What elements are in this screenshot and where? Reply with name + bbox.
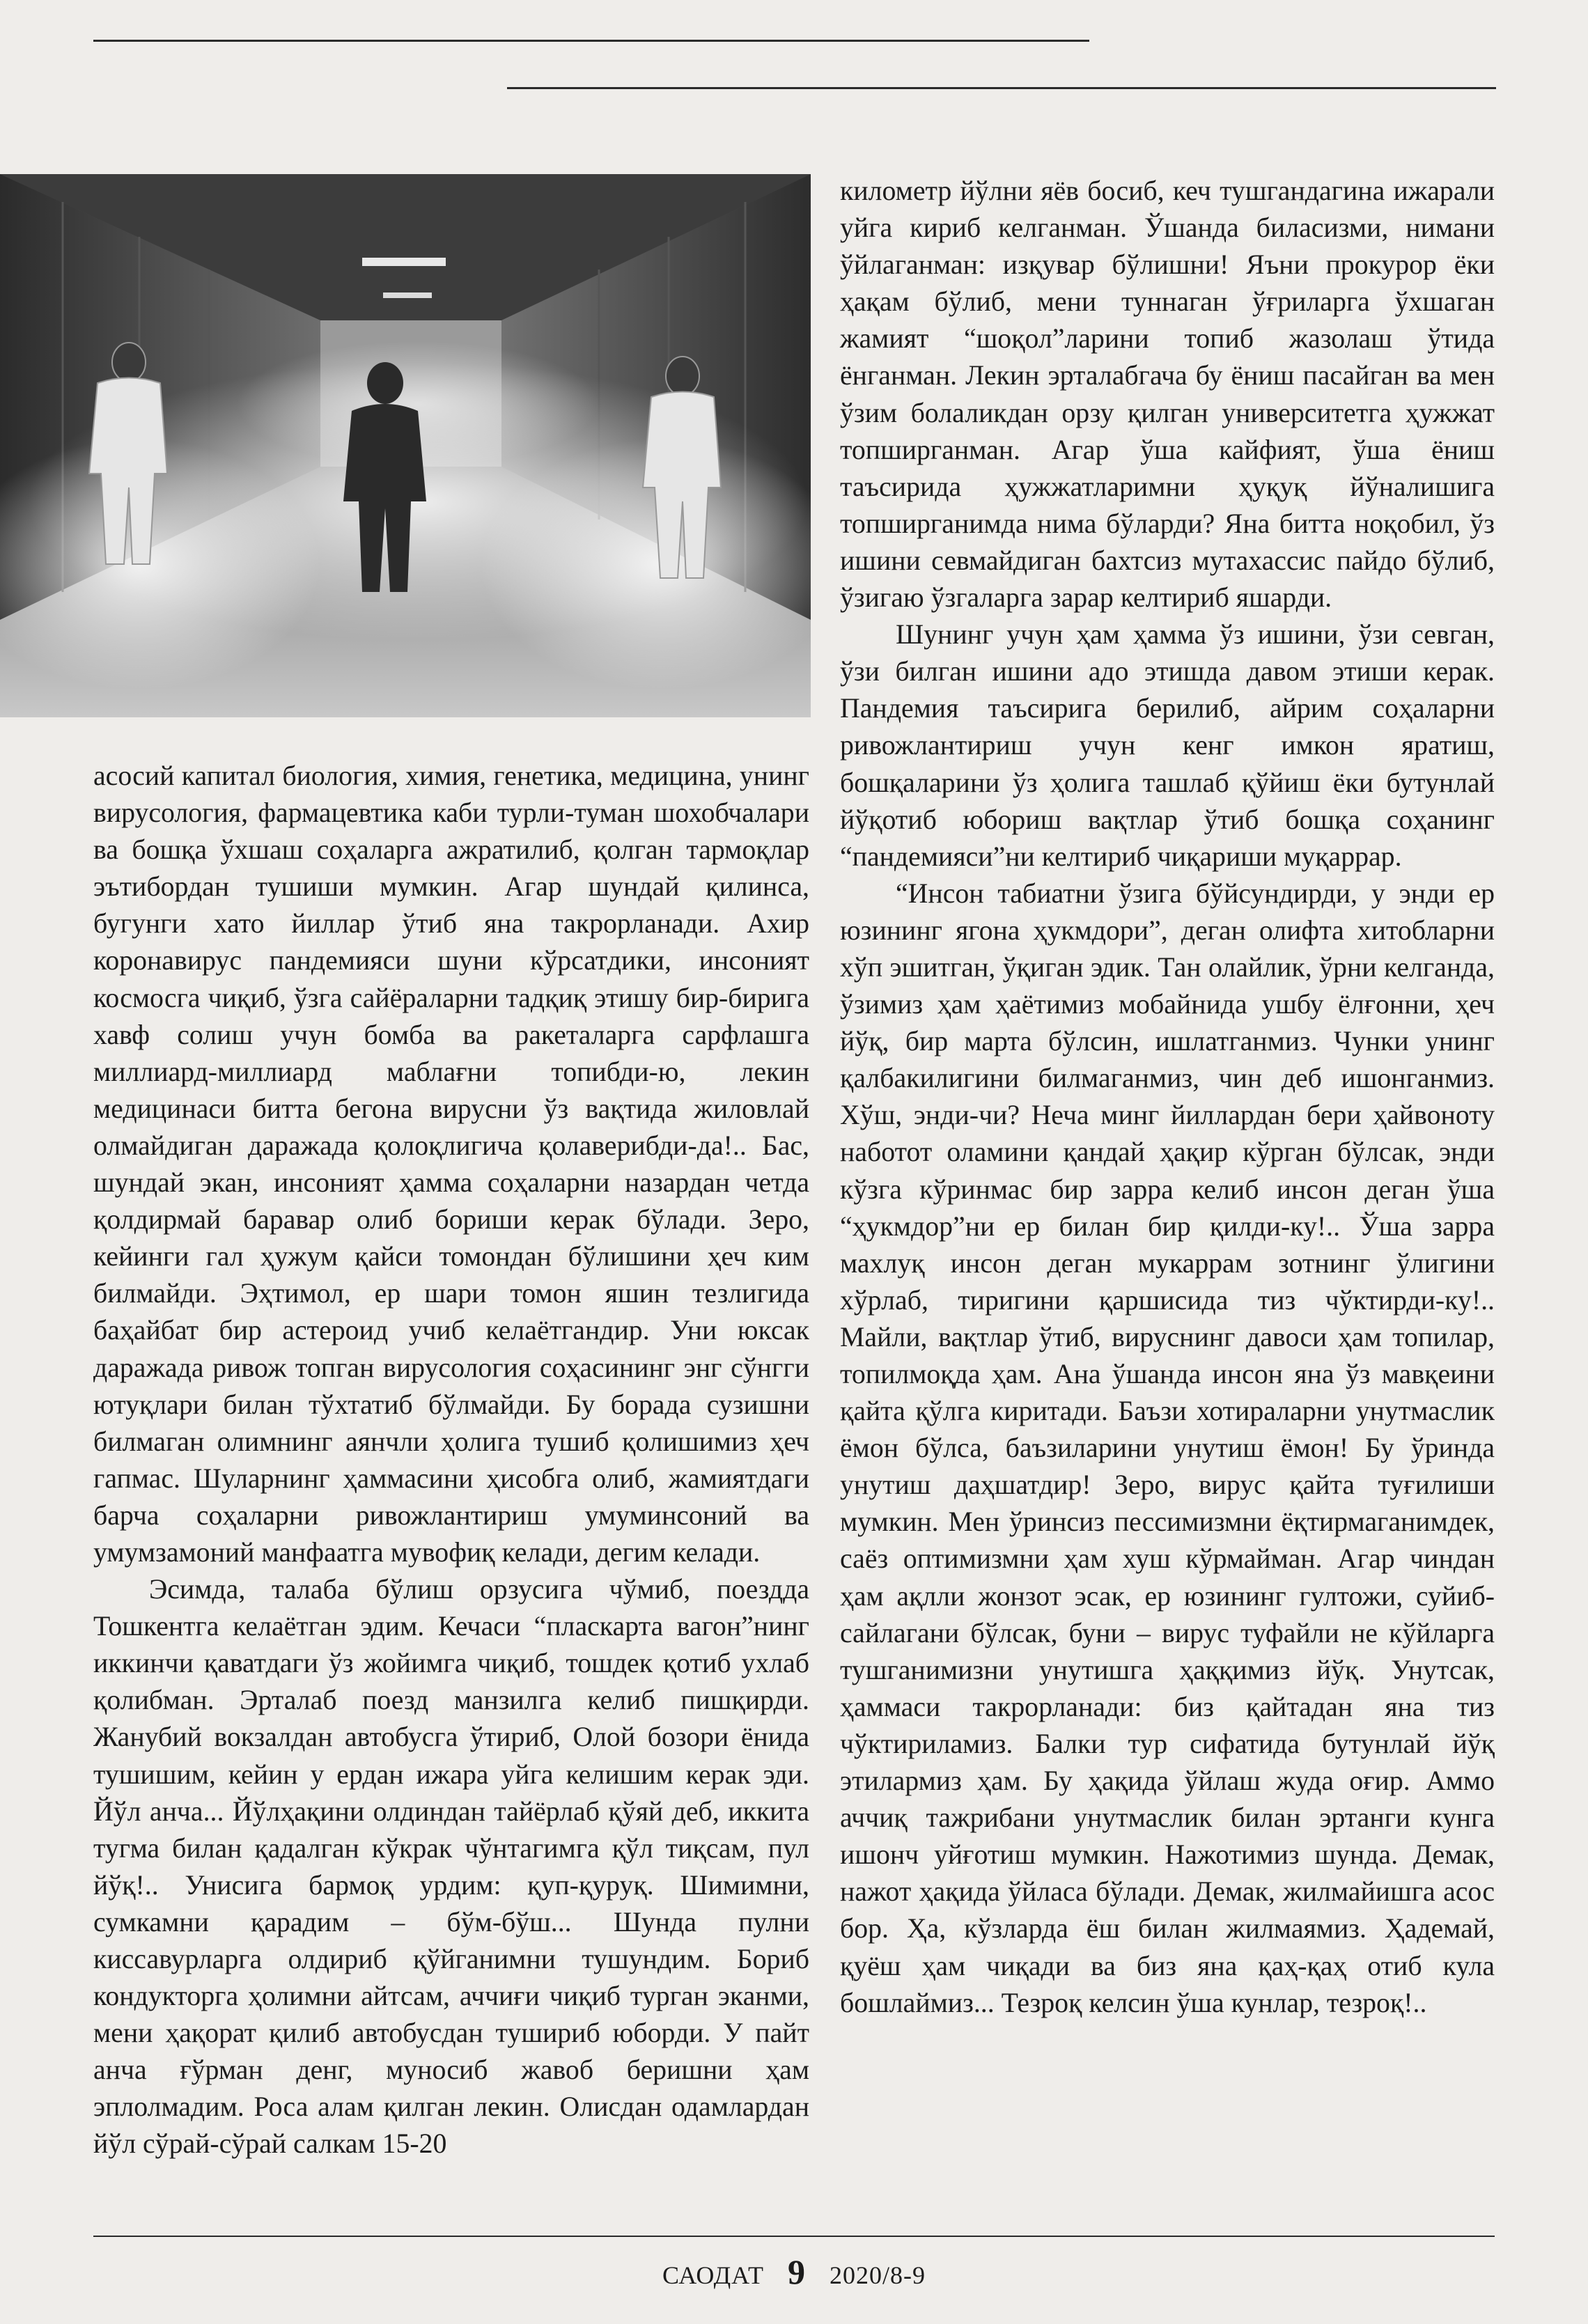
header-rule-second	[507, 87, 1496, 89]
header-rule-top	[93, 40, 1089, 42]
paragraph: асосий капитал биология, химия, генетика, медицина, унинг вирусология, фармацевтика каби турли-туман шохобчалари ва бошқа ўхшаш соҳаларга ажратилиб, қолган тармоқлар эътибордан тушиши мумкин. Агар шундай қилинса, бугунги хато йиллар ўтиб яна такрорланади. Ахир коронавирус пандемияси шуни кўрсатдики, инсоният космосга чиқиб, ўзга сайёраларни тадқиқ этишу бир-бирига хавф солиш учун бомба ва ракеталарга сарфлашга миллиард-миллиард маблағни топибди-ю, лекин медицинаси битта бегона вирусни ўз вақтида жиловлай олмайдиган даражада қолоқлигича қолаверибди-да!.. Бас, шундай экан, инсоният ҳамма соҳаларни назардан четда қолдирмай баравар олиб бориши керак бўлади. Зеро, кейинги гал ҳужум қайси томондан бўлишини ҳеч ким билмайди. Эҳтимол, ер шари томон яшин тезлигида баҳайбат бир астероид учиб келаётгандир. Уни юксак даражада ривож топган вирусология соҳасининг энг сўнгги ютуқлари билан тўхтатиб бўлмайди. Бу борада сузишни билмаган олимнинг аянчли ҳолига тушиб қолишимиз ҳеч гапмас. Шуларнинг ҳаммасини ҳисобга олиб, жамиятдаги барча соҳаларни ривожлантириш умуминсоний ва умумзамоний манфаатга мувофиқ келади, дегим келади.	[93, 761, 809, 1568]
page-footer	[0, 2252, 1588, 2292]
article-right-column	[840, 173, 1495, 2022]
magazine-name: САОДАТ	[662, 2261, 764, 2289]
page-number: 9	[788, 2252, 806, 2291]
paragraph: Эсимда, талаба бўлиш орзусига чўмиб, поездда Тошкентга келаётган эдим. Кечаси “пласкарта вагон”нинг иккинчи қаватдаги ўз жойимга чиқиб, тошдек қотиб ухлаб қолибман. Эрталаб поезд манзилга келиб пишқирди. Жанубий вокзалдан автобусга ўтириб, Олой бозори ёнида тушишим, кейин у ердан ижара уйга келишим керак эди. Йўл анча... Йўлҳақини олдиндан тайёрлаб қўяй деб, иккита тугма билан қадалган кўкрак чўнтагимга қўл тиқсам, пул йўқ!.. Унисига бармоқ урдим: қуп-қуруқ. Шимимни, сумкамни қарадим – бўм-бўш... Шунда пулни киссавурларга олдириб қўйганимни тушундим. Бориб кондукторга ҳолимни айтсам, аччиғи чиқиб турган эканми, мени ҳақорат қилиб автобусдан тушириб юборди. У пайт анча ғўрман денг, муносиб жавоб беришни ҳам эплолмадим. Роса алам қилган лекин. Олисдан одамлардан йўл сўрай-сўрай салкам 15-20	[93, 1574, 809, 2160]
paragraph: километр йўлни яёв босиб, кеч тушгандагина ижарали уйга кириб келганман. Ўшанда биласизми, нимани ўйлаганман: изқувар бўлишни! Яъни прокурор ёки ҳақам бўлиб, мени туннаган ўғриларга ўхшаган жамият “шоқол”ларини топиб жазолаш ўтида ёнганман. Лекин эрталабгача бу ёниш пасайган ва мен ўзим болаликдан орзу қилган университетга ҳужжат топширганман. Агар ўша кайфият, ўша ёниш таъсирида ҳужжатларимни ҳуқуқ йўналишига топширганимда нима бўларди? Яна битта ноқобил, ўз ишини севмайдиган бахтсиз мутахассис пайдо бўлиб, ўзигаю ўзгаларга зарар келтириб яшарди.	[840, 176, 1495, 614]
disinfection-photo	[0, 174, 811, 717]
paragraph: Шунинг учун ҳам ҳамма ўз ишини, ўзи севган, ўзи билган ишини адо этишда давом этиши керак. Пандемия таъсирига берилиб, айрим соҳаларни ривожлантириш учун кенг имкон яратиш, бошқаларини ўз ҳолига ташлаб қўйиш ёки бутунлай йўқотиб юбориш вақтлар ўтиб бошқа соҳанинг “пандемияси”ни келтириб чиқариши муқаррар.	[840, 619, 1495, 872]
footer-rule	[93, 2236, 1495, 2237]
article-left-column	[93, 758, 809, 2163]
issue-number: 2020/8-9	[830, 2261, 926, 2289]
paragraph: “Инсон табиатни ўзига бўйсундирди, у энди ер юзининг ягона ҳукмдори”, деган олифта хитобларни хўп эшитган, ўқиган эдик. Тан олайлик, ўрни келганда, ўзимиз ҳам ҳаётимиз мобайнида ушбу ёлғонни, ҳеч йўқ, бир марта бўлсин, ишлатганмиз. Чунки унинг қалбакилигини билмаганмиз, чин деб ишонганмиз. Хўш, энди-чи? Неча минг йиллардан бери ҳайвоноту наботот оламини қандай ҳақир кўрган бўлсак, энди кўзга кўринмас бир зарра келиб инсон деган ўша “ҳукмдор”ни ер билан бир қилди-ку!.. Ўша зарра махлуқ инсон деган мукаррам зотнинг ўлигини хўрлаб, тиригини қаршисида тиз чўктирди-ку!.. Майли, вақтлар ўтиб, вируснинг давоси ҳам топилар, топилмоқда ҳам. Ана ўшанда инсон яна ўз мавқеини қайта қўлга киритади. Баъзи хотираларни унутмаслик ёмон бўлса, баъзиларини унутиш ёмон! Бу ўринда унутиш даҳшатдир! Зеро, вирус қайта туғилиши мумкин. Мен ўринсиз пессимизмни ёқтирмаганимдек, саёз оптимизмни ҳам хуш кўрмайман. Агар чиндан ҳам ақлли жонзот эсак, ер юзининг гултожи, суйиб-сайлагани бўлсак, буни – вирус туфайли не кўйларга тушганимизни унутишга ҳаққимиз йўқ. Унутсак, ҳаммаси такрорланади: биз қайтадан яна тиз чўктириламиз. Балки тур сифатида бутунлай йўқ этилармиз ҳам. Бу ҳақида ўйлаш жуда оғир. Аммо аччиқ тажрибани унутмаслик билан эртанги кунга ишонч уйғотиш мумкин. Нажотимиз шунда. Демак, нажот ҳақида ўйласа бўлади. Демак, жилмайишга асос бор. Ҳа, кўзларда ёш билан жилмаямиз. Ҳадемай, қуёш ҳам чиқади ва биз яна қаҳ-қаҳ отиб кула бошлаймиз... Тезроқ келсин ўша кунлар, тезроқ!..	[840, 878, 1495, 2018]
